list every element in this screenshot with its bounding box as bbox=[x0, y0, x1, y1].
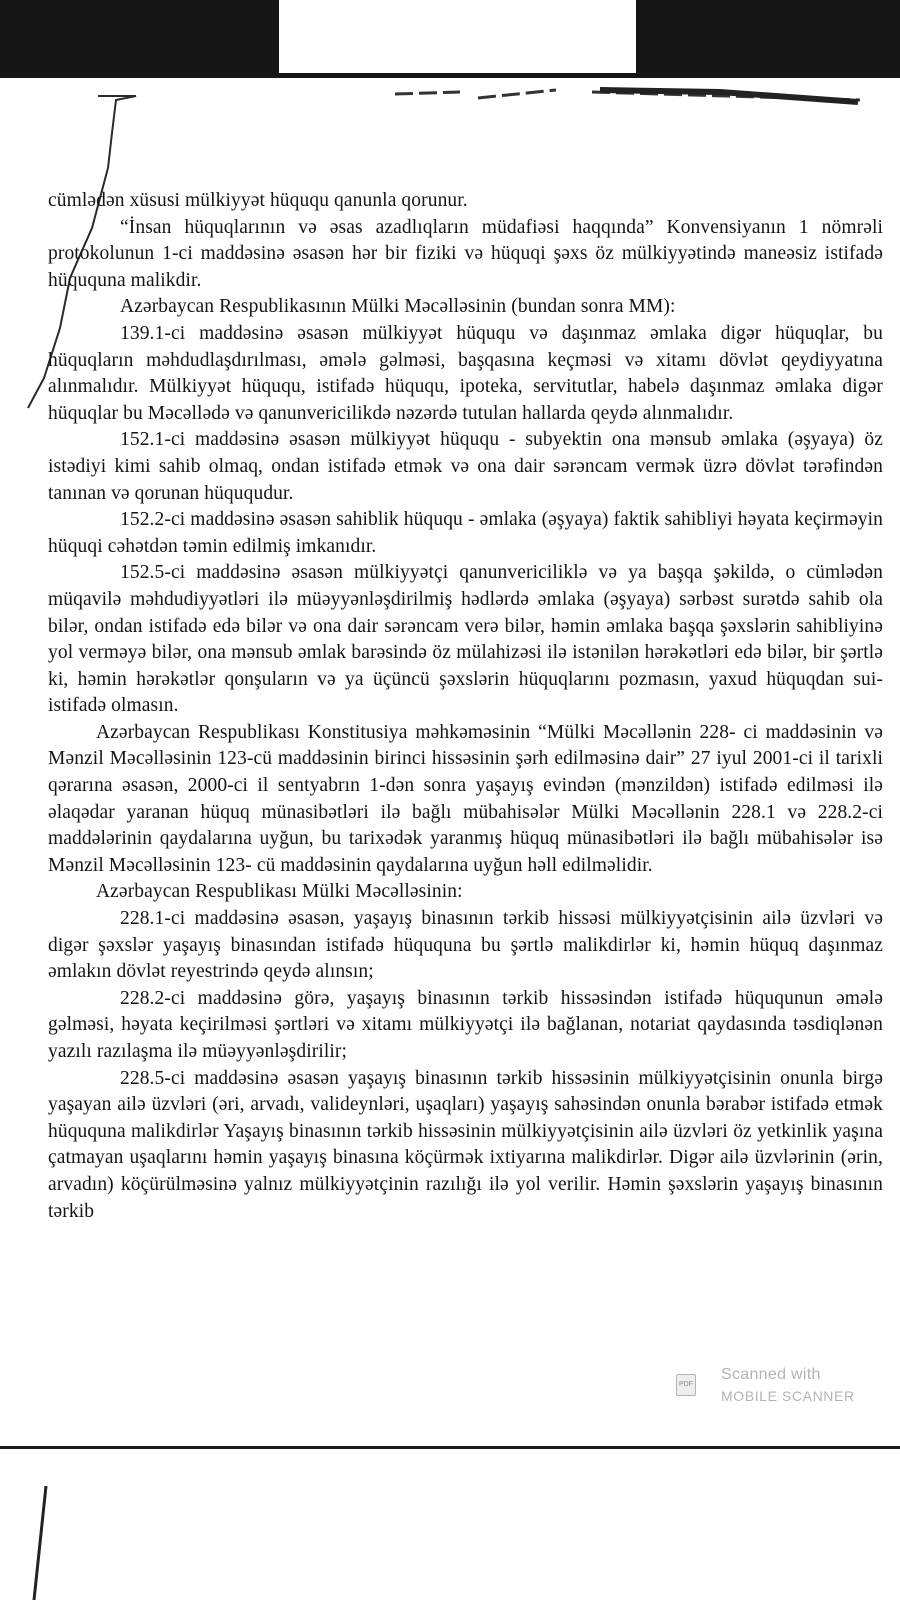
top-white-notch bbox=[279, 0, 636, 73]
paragraph: Azərbaycan Respublikasının Mülki Məcəlləsinin (bundan sonra MM): bbox=[120, 296, 676, 318]
next-page-edge-mark bbox=[0, 1446, 900, 1600]
scan-edge-stroke-header bbox=[395, 90, 860, 100]
paragraph: 139.1-ci maddəsinə əsasən mülkiyyət hüququ və daşınmaz əmlaka digər hüquqlar, bu hüquqların məhdudlaşdırılması, əmələ gəlməsi, başqasına keçməsi və xitamı dövlət qeydiyyatına alınmalıdır. Mülkiyyət hüququ, istifadə hüququ, ipoteka, servitutlar, habelə daşınmaz əmlaka digər hüquqlar bu Məcəllədə və qanunvericilikdə nəzərdə tutulan hallarda qeydə alınmalıdır. bbox=[48, 322, 883, 424]
paragraph: “İnsan hüquqlarının və əsas azadlıqların müdafiəsi haqqında” Konvensiyanın 1 nömrəli protokolunun 1-ci maddəsinə əsasən hər bir fiziki və hüquqi şəxs öz mülkiyyətində maneəsiz istifadə hüququna malikdir. bbox=[48, 216, 883, 291]
bottom-white-area bbox=[0, 1446, 900, 1600]
top-black-bar bbox=[0, 0, 900, 78]
paragraph: 228.2-ci maddəsinə görə, yaşayış binasının tərkib hissəsindən istifadə hüququnun əmələ gəlməsi, həyata keçirilməsi şərtləri və xitamı mülkiyyətçi ilə bağlanan, notariat qaydasında təsdiqlənən yazılı razılaşma ilə müəyyənləşdirilir; bbox=[48, 987, 883, 1062]
scan-edge-stroke-top bbox=[98, 96, 136, 168]
scanner-watermark bbox=[676, 1366, 876, 1412]
scan-edge-stroke-header-bold bbox=[600, 90, 858, 102]
pdf-icon: PDF bbox=[676, 1374, 696, 1396]
paragraph: cümlədən xüsusi mülkiyyət hüququ qanunla qorunur. bbox=[48, 190, 468, 211]
document-body bbox=[48, 188, 883, 1225]
paragraph: 228.5-ci maddəsinə əsasən yaşayış binasının tərkib hissəsinin mülkiyyətçisinin onunla birgə yaşayan ailə üzvləri (əri, arvadı, valideynləri, uşaqları) yaşayış sahəsindən onunla bərabər istifadə etmək hüququna malikdirlər Yaşayış binasının tərkib hissəsinin mülkiyyətçisinin ailə üzvləri öz yetkinlik yaşına çatmayan uşaqlarını həmin yaşayış binasına köçürmək ixtiyarına malikdirlər. Digər ailə üzvlərinin (ərin, arvadın) köçürülməsinə yalnız mülkiyyətçinin razılığı ilə yol verilir. Həmin şəxslərin yaşayış binasının tərkib bbox=[48, 1067, 883, 1222]
paragraph: 228.1-ci maddəsinə əsasən, yaşayış binasının tərkib hissəsi mülkiyyətçisinin ailə üzvləri və digər şəxslər yaşayış binasından istifadə hüququna bu şərtlə malikdirlər ki, həmin hüquq daşınmaz əmlakın dövlət reyestrində qeydə alınsın; bbox=[48, 908, 883, 983]
paragraph: Azərbaycan Respublikası Konstitusiya məhkəməsinin “Mülki Məcəllənin 228- ci maddəsinin və Mənzil Məcəlləsinin 123-cü maddəsinin birinci hissəsinin şərh edilməsinə dair” 27 iyul 2001-ci il tarixli qərarına əsasən, 2000-ci il sentyabrın 1-dən sonra yaşayış evindən (mənzildən) istifadə edilməsi ilə əlaqədar yaranan hüquq münasibətləri ilə bağlı mübahisələr Mülki Məcəllənin 228.1 və 228.2-ci maddələrinin qaydalarına uyğun, bu tarixədək yaranmış hüquq münasibətləri ilə bağlı mübahisələr isə Mənzil Məcəlləsinin 123- cü maddəsinin qaydalarına uyğun həll edilməlidir. bbox=[48, 721, 883, 876]
paragraph: 152.2-ci maddəsinə əsasən sahiblik hüququ - əmlaka (əşyaya) faktik sahibliyi həyata keçirməyin hüquqi cəhətdən təmin edilmiş imkanıdır. bbox=[48, 509, 883, 557]
watermark-line-2: MOBILE SCANNER bbox=[721, 1388, 855, 1404]
paragraph: 152.1-ci maddəsinə əsasən mülkiyyət hüququ - subyektin ona mənsub əmlaka (əşyaya) öz istədiyi kimi sahib olmaq, ondan istifadə etmək və ona dair sərəncam vermək üzrə dövlət tərəfindən tanınan və qorunan hüququdur. bbox=[48, 429, 883, 504]
edge-stroke bbox=[34, 1486, 46, 1600]
paragraph: Azərbaycan Respublikası Mülki Məcəlləsinin: bbox=[96, 881, 463, 903]
paragraph: 152.5-ci maddəsinə əsasən mülkiyyətçi qanunvericiliklə və ya başqa şəkildə, o cümlədən müqavilə məhdudiyyətləri ilə müəyyənləşdirilmiş hədlərdə əmlaka (əşyaya) sərbəst surətdə sahib ola bilər, ondan istifadə edə bilər və ona dair sərəncam verə bilər, həmin əmlaka başqa şəxslərin sahibliyinə yol verməyə bilər, ona mənsub əmlak barəsində öz mülahizəsi ilə istənilən hərəkətləri edə bilər, bir şərtlə ki, həmin hərəkətlər qonşuların və ya üçüncü şəxslərin hüquqlarını pozmasın, yaxud hüquqdan sui-istifadə olmasın. bbox=[48, 562, 883, 717]
watermark-line-1: Scanned with bbox=[721, 1366, 821, 1383]
